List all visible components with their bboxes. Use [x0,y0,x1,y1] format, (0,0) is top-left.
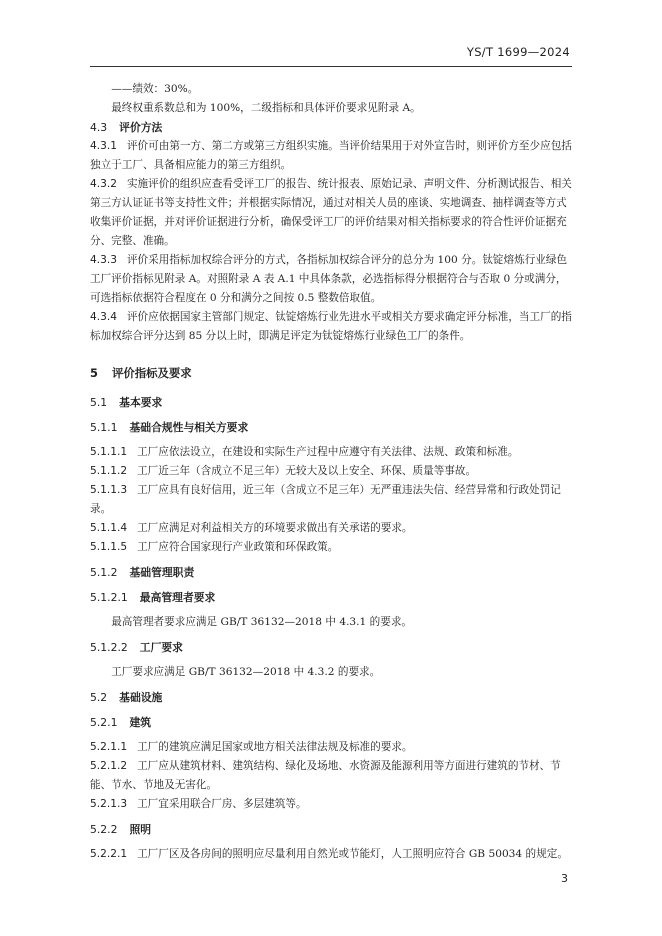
clause-5-2-1-1: 5.2.1.1 工厂的建筑应满足国家或地方相关法律法规及标准的要求。 [90,741,413,753]
standard-code: YS/T 1699—2024 [466,45,570,59]
header-rule [90,66,572,67]
section-5-2-1-heading: 5.2.1 建筑 [90,716,152,729]
section-5-1-2-heading: 5.1.2 基础管理职责 [90,566,195,579]
clause-4-3-3: 4.3.3 评价采用指标加权综合评分的方式，各指标加权综合评分的总分为 100 分。钛锭熔炼行业绿色工厂评价指标见附录 A。对照附录 A 表 A.1 中具体条款，必选指标得分根据符合与否取 0 分或满分，可选指标依据符合程度在 0 分和满分之间按 0.5 整数倍取值。 [90,254,568,304]
section-5-1-1-heading: 5.1.1 基础合规性与相关方要求 [90,421,249,434]
chapter-5-heading: 5 评价指标及要求 [90,366,192,380]
clause-4-3-1: 4.3.1 评价可由第一方、第二方或第三方组织实施。当评价结果用于对外宣告时，则评价方至少应包括独立于工厂、具备相应能力的第三方组织。 [90,140,572,171]
clause-5-1-1-4: 5.1.1.4 工厂应满足对利益相关方的环境要求做出有关承诺的要求。 [90,522,413,534]
clause-5-1-1-3: 5.1.1.3 工厂应具有良好信用，近三年（含成立不足三年）无严重违法失信、经营异常和行政处罚记录。 [90,484,561,515]
clause-4-3-2: 4.3.2 实施评价的组织应查看受评工厂的报告、统计报表、原始记录、声明文件、分析测试报告、相关第三方认证证书等支持性文件；并根据实际情况，通过对相关人员的座谈、实地调查、抽样调查等方式收集评价证据，并对评价证据进行分析，确保受评工厂的评价结果对相关指标要求的符合性评价证据充分、完整、准确。 [90,178,572,247]
clause-5-1-1-5: 5.1.1.5 工厂应符合国家现行产业政策和环保政策。 [90,541,339,553]
clause-5-2-2-1: 5.2.2.1 工厂厂区及各房间的照明应尽量利用自然光或节能灯，人工照明应符合 GB 50034 的规定。 [90,848,568,860]
section-5-2-heading: 5.2 基础设施 [90,691,163,704]
clause-5-1-1-1: 5.1.1.1 工厂应依法设立，在建设和实际生产过程中应遵守有关法律、法规、政策和标准。 [90,446,519,458]
section-5-1-2-2-heading: 5.1.2.2 工厂要求 [90,641,183,654]
document-body [90,80,575,864]
clause-5-2-1-3: 5.2.1.3 工厂宜采用联合厂房、多层建筑等。 [90,798,307,810]
section-5-1-heading: 5.1 基本要求 [90,396,163,409]
weight-sum-note: 最终权重系数总和为 100%，二级指标和具体评价要求见附录 A。 [111,102,421,114]
clause-5-1-2-1-text: 最高管理者要求应满足 GB/T 36132—2018 中 4.3.1 的要求。 [111,616,413,628]
clause-5-1-1-2: 5.1.1.2 工厂近三年（含成立不足三年）无较大及以上安全、环保、质量等事故。 [90,465,477,477]
section-5-1-2-1-heading: 5.1.2.1 最高管理者要求 [90,591,216,604]
weight-performance: ——绩效：30%。 [111,83,199,95]
section-4-3-heading: 4.3 评价方法 [90,121,163,134]
page-number: 3 [561,872,568,885]
clause-4-3-4: 4.3.4 评价应依据国家主管部门规定、钛锭熔炼行业先进水平或相关方要求确定评分标准，当工厂的指标加权综合评分达到 85 分以上时，即满足评定为钛锭熔炼行业绿色工厂的条件。 [90,311,572,342]
section-5-2-2-heading: 5.2.2 照明 [90,823,152,836]
clause-5-1-2-2-text: 工厂要求应满足 GB/T 36132—2018 中 4.3.2 的要求。 [111,666,381,678]
clause-5-2-1-2: 5.2.1.2 工厂应从建筑材料、建筑结构、绿化及场地、水资源及能源利用等方面进行建筑的节材、节能、节水、节地及无害化。 [90,760,561,791]
